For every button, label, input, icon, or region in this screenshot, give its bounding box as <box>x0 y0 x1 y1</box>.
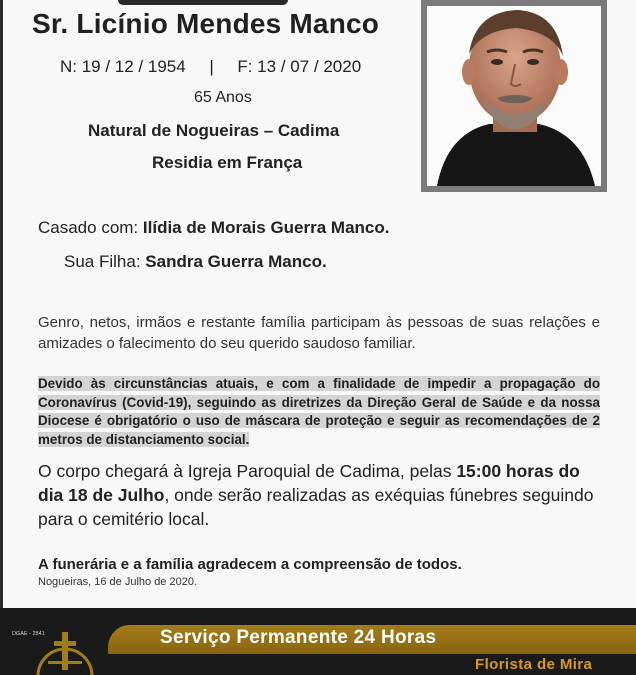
footer-banner <box>0 608 636 675</box>
age: 65 Anos <box>194 89 252 106</box>
covid-notice-text: Devido às circunstâncias atuais, e com a finalidade de impedir a propagação do Coronavírus (Covid-19), seguindo as diretrizes da Direção Geral de Saúde e da nossa Diocese é obrigatório o uso de máscara de proteção e seguir as recomendações de 2 metros de distanciamento social. <box>38 376 600 447</box>
portrait-photo <box>427 6 601 186</box>
dgae-code: DGAE - 2841 <box>12 631 45 637</box>
ceremony-text-1: O corpo chegará à Igreja Paroquial de Cadima, pelas <box>38 461 457 481</box>
ceremony-time: 15:00 horas do dia 18 de Julho <box>38 461 580 505</box>
funeral-cross-logo-icon <box>30 630 100 675</box>
left-border-line <box>0 0 3 610</box>
service-banner-text: Serviço Permanente 24 Horas <box>160 627 437 648</box>
spouse-name: Ilídia de Morais Guerra Manco. <box>142 218 390 237</box>
portrait-frame <box>421 0 607 192</box>
spouse-label: Casado com: <box>38 218 139 237</box>
ceremony-details <box>38 459 600 531</box>
daughter-name: Sandra Guerra Manco. <box>145 252 327 271</box>
covid-notice <box>38 375 600 449</box>
thanks-text: A funerária e a família agradecem a compreensão de todos. <box>38 556 462 573</box>
florist-name: Florista de Mira <box>475 656 593 673</box>
birth-death-dates: N: 19 / 12 / 1954 | F: 13 / 07 / 2020 <box>60 57 362 76</box>
deceased-name: Sr. Licínio Mendes Manco <box>32 8 380 39</box>
residence: Residia em França <box>152 153 303 172</box>
family-announcement: Genro, netos, irmãos e restante família participam às pessoas de suas relações e amizades o falecimento do seu querido saudoso familiar. <box>38 314 600 352</box>
spouse-line <box>38 218 389 238</box>
place-date: Nogueiras, 16 de Julho de 2020. <box>38 576 198 588</box>
birthplace: Natural de Nogueiras – Cadima <box>88 121 340 140</box>
daughter-line <box>64 252 327 272</box>
top-decorative-band <box>118 0 288 5</box>
portrait-illustration <box>427 6 601 186</box>
daughter-label: Sua Filha: <box>64 252 141 271</box>
ceremony-text-2: , onde serão realizadas as exéquias fúnebres seguindo para o cemitério local. <box>38 485 594 529</box>
